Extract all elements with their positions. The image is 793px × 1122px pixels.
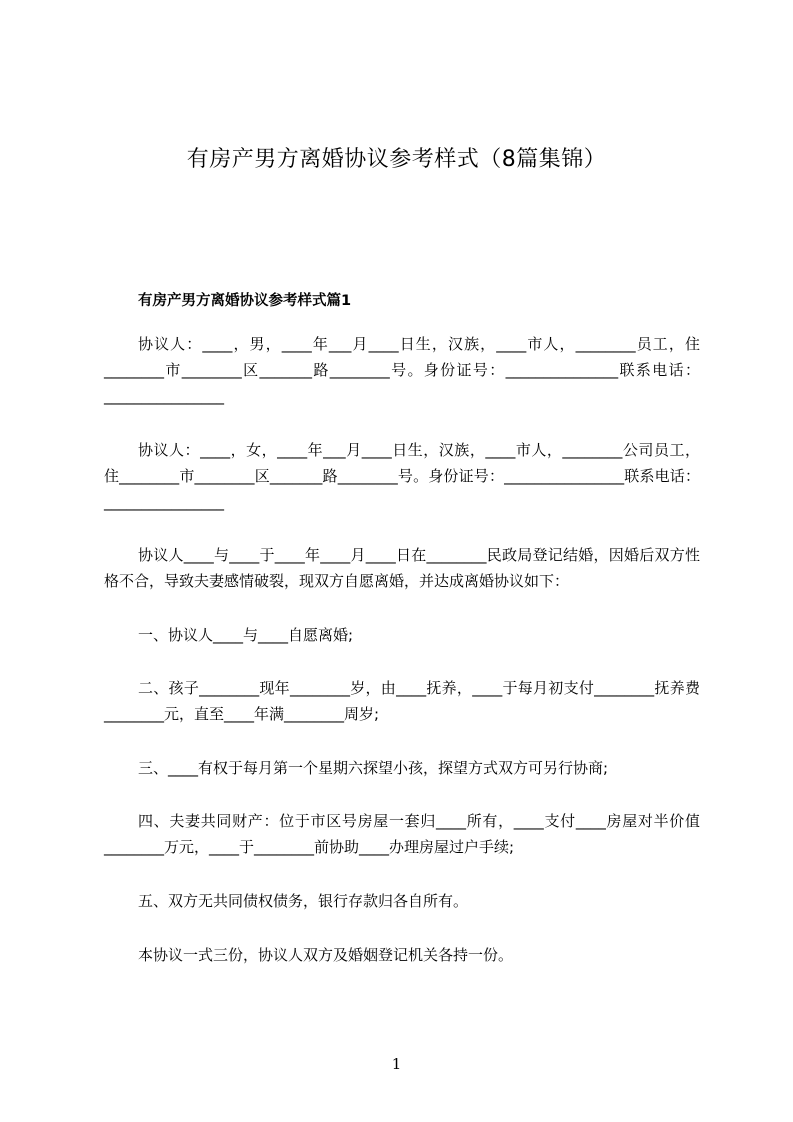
clause-2: 二、孩子________现年________岁，由____抚养，____于每月初支付________抚养费________元，直至____年满________周岁;: [104, 679, 700, 723]
clause-4: 四、夫妻共同财产：位于市区号房屋一套归____所有，____支付____房屋对半价值________万元，____于________前协助____办理房屋过户手续;: [104, 812, 700, 856]
closing-statement: 本协议一式三份，协议人双方及婚姻登记机关各持一份。: [138, 946, 514, 964]
clause-1: 一、协议人____与____自愿离婚;: [138, 626, 354, 644]
paragraph-marriage-info: 协议人____与____于____年____月____日在________民政局登记结婚，因婚后双方性格不合，导致夫妻感情破裂，现双方自愿离婚，并达成离婚协议如下：: [104, 546, 700, 590]
document-title: 有房产男方离婚协议参考样式（8篇集锦）: [186, 147, 607, 172]
clause-5: 五、双方无共同债权债务，银行存款归各自所有。: [138, 892, 469, 910]
page-number: 1: [391, 1055, 402, 1073]
paragraph-party-female: 协议人：____，女，____年___月____日生，汉族，____市人，________公司员工，住________市________区_______路________号。身份证号：________________联系电话：________________: [104, 441, 700, 511]
clause-3: 三、____有权于每月第一个星期六探望小孩，探望方式双方可另行协商;: [138, 759, 609, 777]
paragraph-party-male: 协议人：____，男，____年___月____日生，汉族，____市人，________员工，住________市________区_______路________号。身份证号：_______________联系电话：________________: [104, 335, 700, 405]
section-heading: 有房产男方离婚协议参考样式篇1: [138, 293, 352, 309]
